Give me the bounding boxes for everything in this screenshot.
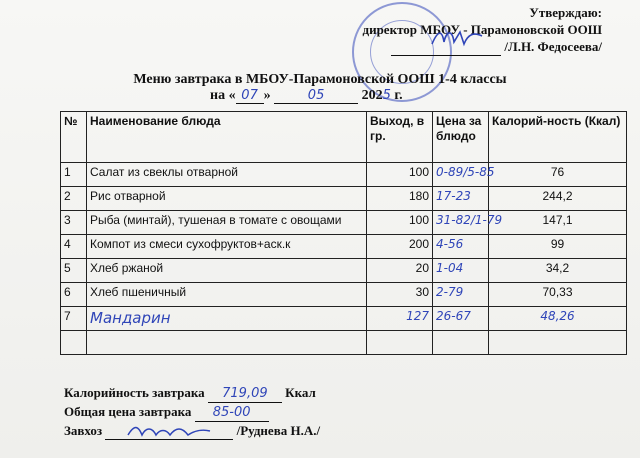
- row-calories: 70,33: [489, 283, 627, 307]
- calories-label: Калорийность завтрака: [64, 385, 205, 400]
- manager-signature-mark: [124, 423, 214, 439]
- header-weight: Выход, в гр.: [367, 112, 433, 163]
- empty-cell: [433, 331, 489, 355]
- manager-label: Завхоз: [64, 423, 103, 438]
- header-number: №: [61, 112, 87, 163]
- footer-block: [64, 384, 320, 440]
- row-price: 17-23: [433, 187, 489, 211]
- row-dish: Компот из смеси сухофруктов+аск.к: [87, 235, 367, 259]
- row-dish: Рис отварной: [87, 187, 367, 211]
- footer-price: [64, 403, 320, 422]
- empty-cell: [367, 331, 433, 355]
- date-month: 05: [274, 88, 358, 104]
- calories-value: 719,09: [208, 385, 282, 403]
- date-day: 07: [236, 88, 264, 104]
- row-weight: 30: [367, 283, 433, 307]
- row-weight: 20: [367, 259, 433, 283]
- table-row: [61, 283, 627, 307]
- row-price: 1-04: [433, 259, 489, 283]
- price-value: 85-00: [195, 404, 269, 422]
- date-sep: »: [263, 88, 271, 103]
- table-row: [61, 187, 627, 211]
- row-number: 7: [61, 307, 87, 331]
- row-calories: 244,2: [489, 187, 627, 211]
- date-prefix: на «: [210, 88, 236, 103]
- row-dish: Хлеб ржаной: [87, 259, 367, 283]
- footer-manager: [64, 422, 320, 440]
- date-year-prefix: 202: [361, 88, 383, 103]
- calories-unit: Ккал: [285, 385, 316, 400]
- empty-cell: [489, 331, 627, 355]
- header-calories: Калорий-ность (Ккал): [489, 112, 627, 163]
- row-price: 2-79: [433, 283, 489, 307]
- row-number: 3: [61, 211, 87, 235]
- row-number: 4: [61, 235, 87, 259]
- row-calories: 34,2: [489, 259, 627, 283]
- row-weight: 200: [367, 235, 433, 259]
- row-dish: Салат из свеклы отварной: [87, 163, 367, 187]
- row-dish: Рыба (минтай), тушеная в томате с овощами: [87, 211, 367, 235]
- empty-cell: [87, 331, 367, 355]
- date-year-digit: 5: [382, 88, 391, 103]
- row-calories: 76: [489, 163, 627, 187]
- row-price: 0-89/5-85: [433, 163, 489, 187]
- date-suffix: г.: [394, 88, 403, 103]
- price-label: Общая цена завтрака: [64, 404, 192, 419]
- row-weight: 100: [367, 211, 433, 235]
- empty-cell: [61, 331, 87, 355]
- footer-calories: [64, 384, 320, 403]
- row-number: 6: [61, 283, 87, 307]
- row-calories: 99: [489, 235, 627, 259]
- row-weight: 180: [367, 187, 433, 211]
- table-row: [61, 307, 627, 331]
- table-row: [61, 163, 627, 187]
- menu-date: [210, 88, 403, 104]
- header-price: Цена за блюдо: [433, 112, 489, 163]
- row-number: 5: [61, 259, 87, 283]
- row-dish: Мандарин: [87, 307, 367, 331]
- row-price: 4-56: [433, 235, 489, 259]
- row-weight: 100: [367, 163, 433, 187]
- page-title: Меню завтрака в МБОУ-Парамоновской ООШ 1-4 классы: [133, 72, 507, 87]
- director-signature: [430, 26, 484, 48]
- row-number: 2: [61, 187, 87, 211]
- table-row: [61, 211, 627, 235]
- approval-position: директор МБОУ - Парамоновской ООШ: [362, 22, 602, 37]
- table-row: [61, 235, 627, 259]
- manager-name: /Руднева Н.А./: [236, 423, 321, 438]
- row-price: 31-82/1-79: [433, 211, 489, 235]
- row-calories: 48,26: [489, 307, 627, 331]
- table-header-row: [61, 112, 627, 163]
- row-number: 1: [61, 163, 87, 187]
- menu-table: [60, 111, 627, 355]
- row-price: 26-67: [433, 307, 489, 331]
- table-row: [61, 259, 627, 283]
- table-row-empty: [61, 331, 627, 355]
- manager-signature: [105, 422, 233, 440]
- approval-label: Утверждаю:: [529, 5, 602, 20]
- row-calories: 147,1: [489, 211, 627, 235]
- row-dish: Хлеб пшеничный: [87, 283, 367, 307]
- header-dish: Наименование блюда: [87, 112, 367, 163]
- approval-director-name: /Л.Н. Федосеева/: [504, 39, 602, 54]
- row-weight: 127: [367, 307, 433, 331]
